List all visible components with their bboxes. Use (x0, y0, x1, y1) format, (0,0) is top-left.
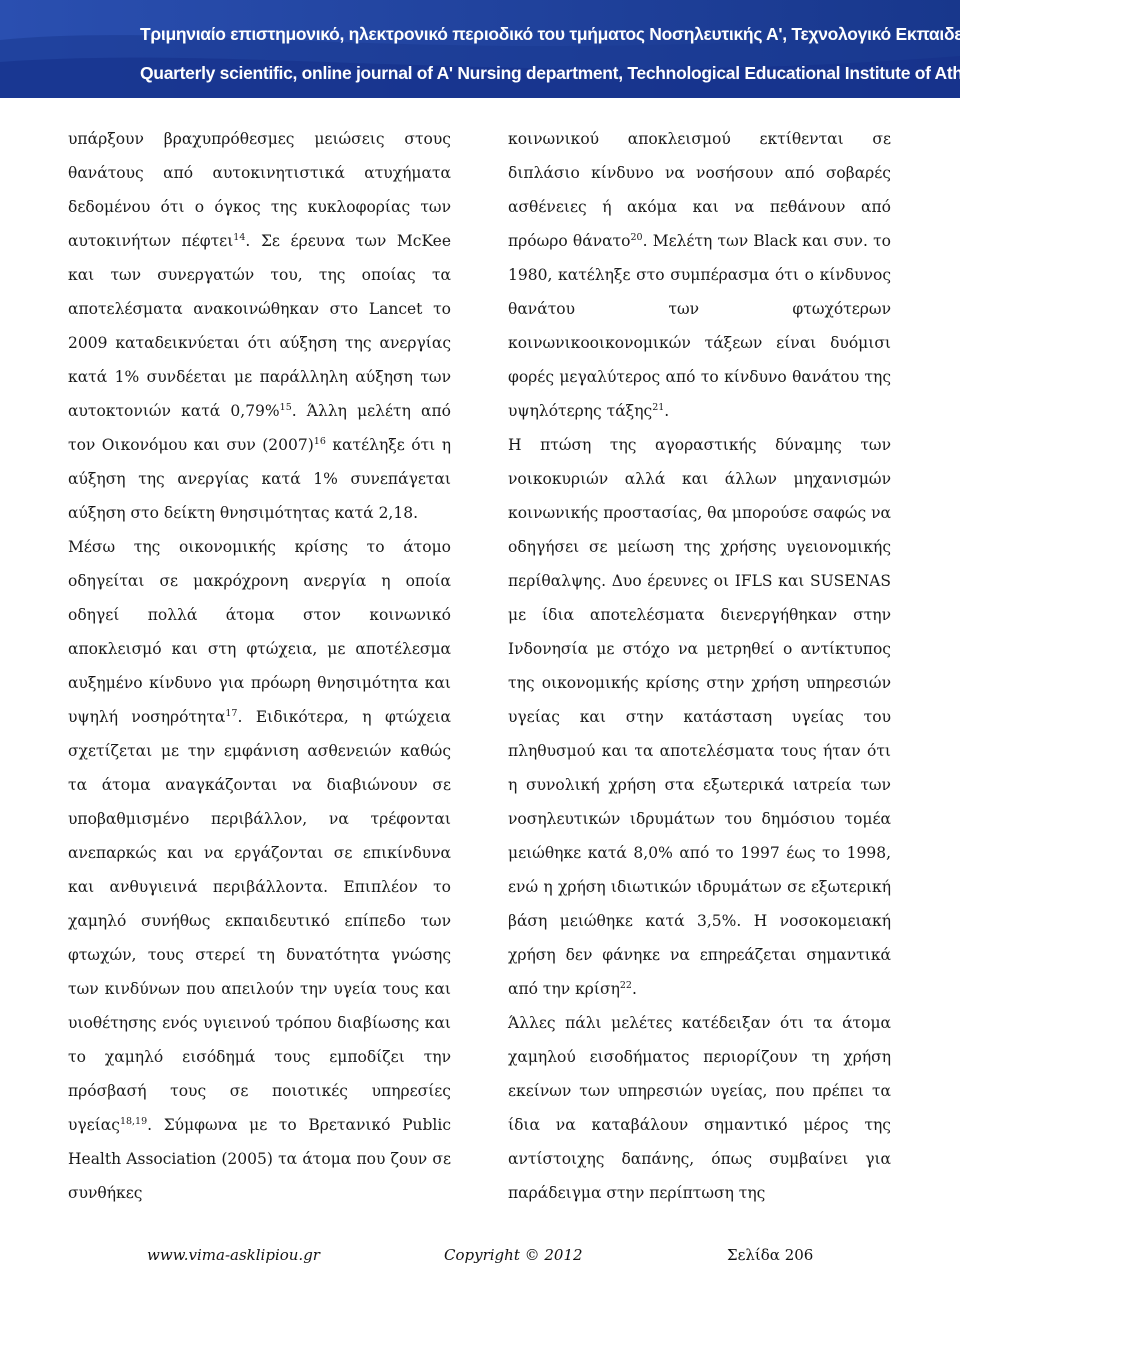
right-text-column (508, 122, 891, 1210)
header-title-greek: Τριμηνιαίο επιστημονικό, ηλεκτρονικό περιοδικό του τμήματος Νοσηλευτικής Α', Τεχνολογικό Εκπαιδευτικό Ίδρυμα Αθηνών (140, 24, 1137, 44)
paragraph-text: . (631, 980, 637, 998)
footer-website: www.vima-asklipiou.gr (147, 1246, 320, 1264)
paragraph (508, 1006, 891, 1210)
page-footer (0, 1246, 960, 1274)
citation-superscript: 21 (652, 402, 665, 413)
paragraph-text: κατέληξε ότι η αύξηση της ανεργίας κατά 1% συνεπάγεται αύξηση στο δείκτη θνησιμότητας κατά 2,18. (68, 436, 451, 522)
paragraph-text: . Ειδικότερα, η φτώχεια σχετίζεται με την εμφάνιση ασθενειών καθώς τα άτομα αναγκάζονται να διαβιώνουν σε υποβαθμισμένο περιβάλλον, να τρέφονται ανεπαρκώς και να εργάζονται σε επικίνδυνα και ανθυγιεινά περιβάλλοντα. Επιπλέον το χαμηλό συνήθως εκπαιδευτικό επίπεδο των φτωχών, τους στερεί τη δυνατότητα γνώσης των κινδύνων που απειλούν την υγεία τους και υιοθέτησης ενός υγιεινού τρόπου διαβίωσης και το χαμηλό εισόδημά τους εμποδίζει την πρόσβασή τους σε ποιοτικές υπηρεσίες υγείας (68, 708, 451, 1134)
paragraph-text: . Μελέτη των Black και συν. το 1980, κατέληξε στο συμπέρασμα ότι ο κίνδυνος θανάτου των φτωχότερων κοινωνικοοικονομικών τάξεων είναι δυόμισι φορές μεγαλύτερος από το κίνδυνο θανάτου της υψηλότερης τάξης (508, 232, 891, 420)
citation-superscript: 18,19 (119, 1116, 148, 1127)
citation-superscript: 14 (233, 232, 246, 243)
paragraph-text: . Σύμφωνα με το Βρετανικό Public Health Association (2005) τα άτομα που ζουν σε συνθήκες (68, 1116, 451, 1202)
citation-superscript: 16 (313, 436, 326, 447)
footer-copyright: Copyright © 2012 (444, 1246, 583, 1264)
citation-superscript: 20 (630, 232, 643, 243)
citation-superscript: 15 (279, 402, 292, 413)
paragraph-text: . (664, 402, 670, 420)
citation-superscript: 17 (225, 708, 238, 719)
footer-page-number: Σελίδα 206 (727, 1246, 814, 1264)
paragraph-text: κοινωνικού αποκλεισμού εκτίθενται σε διπλάσιο κίνδυνο να νοσήσουν από σοβαρές ασθένειες ή ακόμα και να πεθάνουν από πρόωρο θάνατο (508, 130, 891, 250)
paragraph (508, 428, 891, 1006)
paragraph-text: . Σε έρευνα των McKee και των συνεργατών του, της οποίας τα αποτελέσματα ανακοινώθηκαν στο Lancet το 2009 καταδεικνύεται ότι αύξηση της ανεργίας κατά 1% συνδέεται με παράλληλη αύξηση των αυτοκτονιών κατά 0,79% (68, 232, 451, 420)
paragraph-text: Μέσω της οικονομικής κρίσης το άτομο οδηγείται σε μακρόχρονη ανεργία η οποία οδηγεί πολλά άτομα στον κοινωνικό αποκλεισμό και στη φτώχεια, με αποτέλεσμα αυξημένο κίνδυνο για πρόωρη θνησιμότητα και υψηλή νοσηρότητα (68, 538, 451, 726)
paragraph-text: Άλλες πάλι μελέτες κατέδειξαν ότι τα άτομα χαμηλού εισοδήματος περιορίζουν τη χρήση εκείνων των υπηρεσιών υγείας, που πρέπει τα ίδια να καταβάλουν σημαντικό μέρος της αντίστοιχης δαπάνης, όπως συμβαίνει για παράδειγμα στην περίπτωση της (508, 1014, 891, 1202)
header-title-english: Quarterly scientific, online journal of A' Nursing department, Technological Educational Institute of Athens (140, 63, 993, 83)
paragraph (68, 122, 451, 530)
paragraph (68, 530, 451, 1210)
left-text-column (68, 122, 451, 1210)
paragraph-text: υπάρξουν βραχυπρόθεσμες μειώσεις στους θανάτους από αυτοκινητιστικά ατυχήματα δεδομένου ότι ο όγκος της κυκλοφορίας των αυτοκινήτων πέφτει (68, 130, 451, 250)
paragraph (508, 122, 891, 428)
paragraph-text: Η πτώση της αγοραστικής δύναμης των νοικοκυριών αλλά και άλλων μηχανισμών κοινωνικής προστασίας, θα μπορούσε σαφώς να οδηγήσει σε μείωση της χρήσης υγειονομικής περίθαλψης. Δυο έρευνες οι IFLS και SUSENAS με ίδια αποτελέσματα διενεργήθηκαν στην Ινδονησία με στόχο να μετρηθεί ο αντίκτυπος της οικονομικής κρίσης στην χρήση υπηρεσιών υγείας και στην κατάσταση υγείας του πληθυσμού και τα αποτελέσματα τους ήταν ότι η συνολική χρήση στα εξωτερικά ιατρεία των νοσηλευτικών ιδρυμάτων του δημόσιου τομέα μειώθηκε κατά 8,0% από το 1997 έως το 1998, ενώ η χρήση ιδιωτικών ιδρυμάτων σε εξωτερική βάση μειώθηκε κατά 3,5%. Η νοσοκομειακή χρήση δεν φάνηκε να επηρεάζεται σημαντικά από την κρίση (508, 436, 891, 998)
paragraph-text: . Άλλη μελέτη από τον Οικονόμου και συν (2007) (68, 402, 451, 454)
journal-header-banner (0, 0, 1137, 98)
citation-superscript: 22 (619, 980, 632, 991)
